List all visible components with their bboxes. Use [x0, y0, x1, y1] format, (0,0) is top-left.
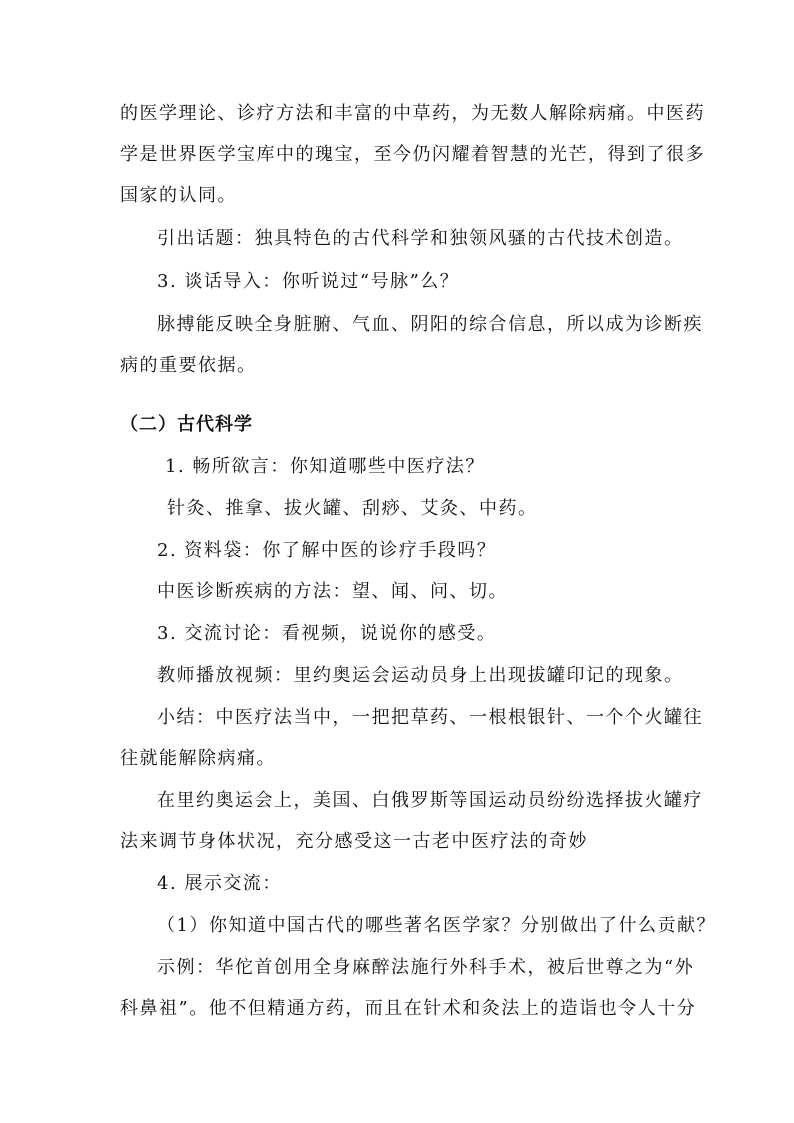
item-heading: 3. 谈话导入：你听说过“号脉”么？: [157, 271, 460, 292]
question-line: （1）你知道中国古代的哪些著名医学家？分别做出了什么贡献？: [157, 915, 716, 936]
paragraph-line: 示例：华佗首创用全身麻醉法施行外科手术，被后世尊之为“外: [157, 957, 695, 978]
paragraph-line: 科鼻祖”。他不但精通方药，而且在针术和灸法上的造诣也令人十分: [120, 998, 697, 1019]
section-heading: （二）古代科学: [120, 414, 253, 435]
paragraph-line: 国家的认同。: [120, 185, 237, 206]
item-heading: 1. 畅所欲言：你知道哪些中医疗法？: [165, 456, 485, 477]
paragraph-line: 教师播放视频：里约奥运会运动员身上出现拔罐印记的现象。: [157, 665, 684, 686]
item-heading: 3. 交流讨论：看视频，说说你的感受。: [157, 623, 497, 644]
paragraph-line: 病的重要依据。: [120, 355, 257, 376]
paragraph-line: 的医学理论、诊疗方法和丰富的中草药，为无数人解除病痛。中医药: [120, 103, 705, 124]
paragraph-line: 法来调节身体状况，充分感受这一古老中医疗法的奇妙: [120, 831, 588, 852]
paragraph-line: 往就能解除病痛。: [120, 748, 276, 769]
paragraph-line: 引出话题：独具特色的古代科学和独领风骚的古代技术创造。: [157, 228, 684, 249]
paragraph-line: 中医诊断疾病的方法：望、闻、问、切。: [157, 581, 508, 602]
item-heading: 2. 资料袋：你了解中医的诊疗手段吗？: [157, 540, 497, 561]
paragraph-line: 学是世界医学宝库中的瑰宝，至今仍闪耀着智慧的光芒，得到了很多: [120, 144, 705, 165]
item-heading: 4. 展示交流：: [157, 873, 282, 894]
paragraph-line: 脉搏能反映全身脏腑、气血、阴阳的综合信息，所以成为诊断疾: [157, 314, 703, 335]
paragraph-line: 针灸、推拿、拔火罐、刮痧、艾灸、中药。: [167, 498, 538, 519]
paragraph-line: 在里约奥运会上，美国、白俄罗斯等国运动员纷纷选择拔火罐疗: [157, 790, 703, 811]
paragraph-line: 小结：中医疗法当中，一把把草药、一根根银针、一个个火罐往: [157, 707, 703, 728]
